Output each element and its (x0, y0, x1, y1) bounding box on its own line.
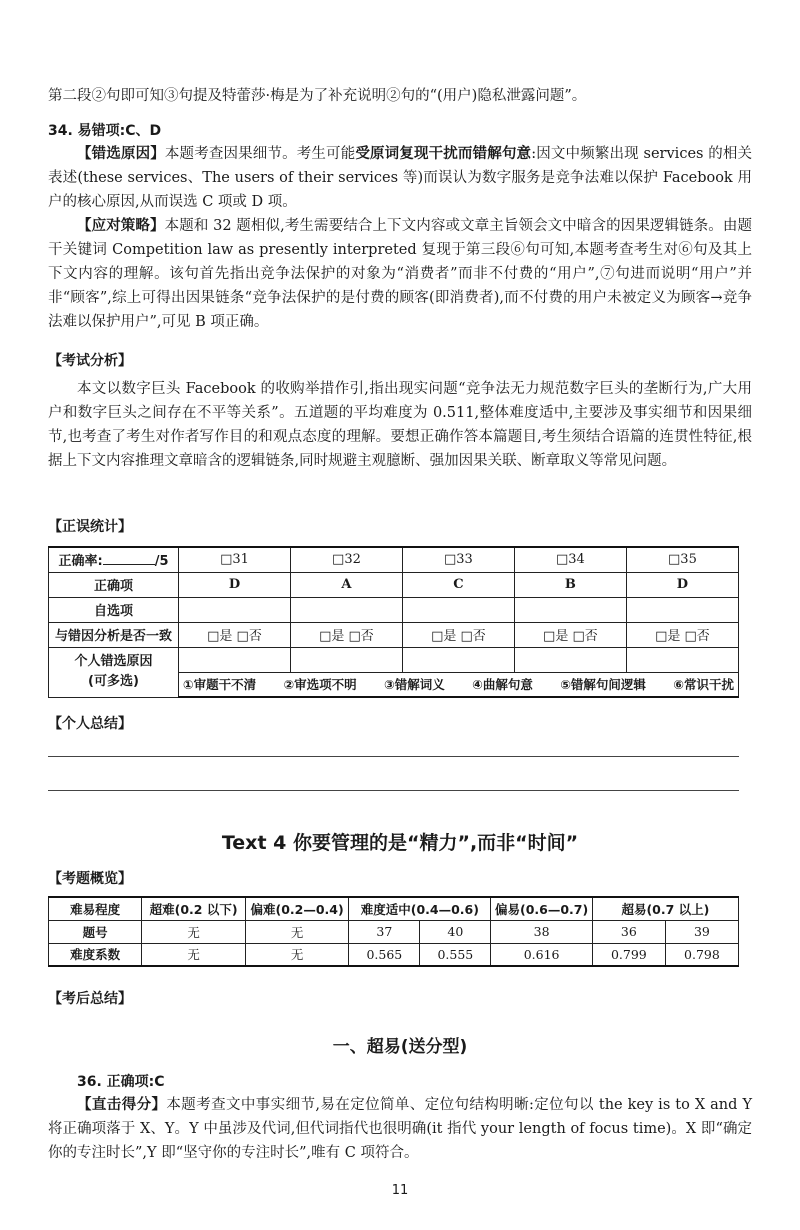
strategy-text: 本题和 32 题相似,考生需要结合上下文内容或文章主旨领会文中暗含的因果逻辑链条。由题干关键词 Competition law as presently interpreted 复现于第三段⑥句可知,本题考查考生对⑥句及其上下文内容的理解。该句首先指出竞争法保护的对象为“消费者”而非不付费的“用户”,⑦句进而说明“用户”并非“顾客”,综上可得出因果链条“竞争法保护的是付费的顾客(即消费者),而不付费的用户未被定义为顾客→竞争法难以保护用户”,可见 B 项正确。 (48, 218, 753, 330)
rate-label: 正确率: (58, 554, 103, 570)
q34-strategy (48, 214, 752, 334)
summary-line-1[interactable] (48, 756, 739, 757)
reason-3[interactable]: ③错解词义 (384, 677, 445, 693)
correct-35: D (626, 572, 738, 597)
q34-error-reason (48, 142, 752, 214)
row-num-6: 36 (592, 920, 665, 943)
question-31[interactable]: □31 (179, 547, 291, 572)
stats-table (48, 546, 739, 698)
stats-row-rate (49, 547, 739, 572)
stats-row-reason-blank (49, 647, 739, 672)
row-coef-label: 难度系数 (49, 943, 142, 966)
reason-6[interactable]: ⑥常识干扰 (673, 677, 734, 693)
diff-header-easy: 偏易(0.6—0.7) (491, 897, 592, 920)
q36-label: 【直击得分】 (77, 1097, 167, 1113)
diff-header-medium: 难度适中(0.4—0.6) (349, 897, 491, 920)
section-title: 一、超易(送分型) (332, 1037, 468, 1057)
chosen-34[interactable] (514, 597, 626, 622)
analysis-heading: 【考试分析】 (48, 353, 132, 369)
row-num-5: 38 (491, 920, 592, 943)
q34-title: 34. 易错项:C、D (48, 123, 162, 139)
stats-row-consistent (49, 622, 739, 647)
error-reason-text-b: :因文中频繁出现 services 的相关表述(these services、The users of their services 等)而误认为数字服务是竞争法难以保护 Facebook 用户的核心原因,从而误选 C 项或 D 项。 (48, 146, 753, 210)
q36-title: 36. 正确项:C (77, 1074, 165, 1090)
rate-suffix: /5 (154, 554, 169, 570)
summary-line-2[interactable] (48, 790, 739, 791)
correct-33: C (402, 572, 514, 597)
row-coef-4: 0.555 (420, 943, 491, 966)
overview-heading: 【考题概览】 (48, 871, 132, 887)
text4-title: Text 4 你要管理的是“精力”,而非“时间” (221, 832, 579, 854)
reason-4[interactable]: ④曲解句意 (472, 677, 533, 693)
reasons-list (183, 675, 734, 693)
row-num-label: 题号 (49, 920, 142, 943)
reason-blank-34[interactable] (514, 647, 626, 672)
consistent-31[interactable]: □是 □否 (179, 622, 291, 647)
after-heading: 【考后总结】 (48, 991, 132, 1007)
page-number: 11 (391, 1183, 409, 1198)
consistent-35[interactable]: □是 □否 (626, 622, 738, 647)
row-num-2: 无 (245, 920, 349, 943)
reason-label (49, 647, 179, 697)
correct-32: A (290, 572, 402, 597)
diff-header-very-hard: 超难(0.2 以下) (142, 897, 246, 920)
strategy-label: 【应对策略】 (77, 218, 165, 234)
row-coef-6: 0.799 (592, 943, 665, 966)
diff-row-header (49, 897, 739, 920)
reason-1[interactable]: ①审题干不清 (183, 677, 257, 693)
stats-row-correct (49, 572, 739, 597)
consistent-label: 与错因分析是否一致 (49, 622, 179, 647)
chosen-35[interactable] (626, 597, 738, 622)
diff-row-coef (49, 943, 739, 966)
row-coef-1: 无 (142, 943, 246, 966)
rate-cell (49, 547, 179, 572)
row-num-7: 39 (665, 920, 738, 943)
consistent-32[interactable]: □是 □否 (290, 622, 402, 647)
stats-heading: 【正误统计】 (48, 519, 132, 535)
row-num-4: 40 (420, 920, 491, 943)
diff-header-hard: 偏难(0.2—0.4) (245, 897, 349, 920)
row-coef-2: 无 (245, 943, 349, 966)
reason-blank-35[interactable] (626, 647, 738, 672)
summary-heading: 【个人总结】 (48, 716, 132, 732)
error-reason-text-a: 本题考查因果细节。考生可能 (164, 146, 356, 162)
consistent-33[interactable]: □是 □否 (402, 622, 514, 647)
question-32[interactable]: □32 (290, 547, 402, 572)
row-num-3: 37 (349, 920, 420, 943)
consistent-34[interactable]: □是 □否 (514, 622, 626, 647)
reason-5[interactable]: ⑤错解句间逻辑 (560, 677, 646, 693)
chosen-31[interactable] (179, 597, 291, 622)
reasons-cell (179, 672, 739, 697)
q36-body: 本题考查文中事实细节,易在定位简单、定位句结构明晰:定位句以 the key is to X and Y 将正确项落于 X、Y。Y 中虽涉及代词,但代词指代也很明确(it 指代 your length of focus time)。X 即“确定你的专注时长”,Y 即“坚守你的专注时长”,唯有 C 项符合。 (48, 1097, 753, 1161)
diff-row-number (49, 920, 739, 943)
correct-31: D (179, 572, 291, 597)
row-coef-3: 0.565 (349, 943, 420, 966)
analysis-text: 本文以数字巨头 Facebook 的收购举措作引,指出现实问题“竞争法无力规范数字巨头的垄断行为,广大用户和数字巨头之间存在不平等关系”。五道题的平均难度为 0.511,整体难度适中,主要涉及事实细节和因果细节,也考查了考生对作者写作目的和观点态度的理解。要想正确作答本篇题目,考生须结合语篇的连贯性特征,根据上下文内容推理文章暗含的逻辑链条,同时规避主观臆断、强加因果关联、断章取义等常见问题。 (48, 381, 752, 469)
rate-blank[interactable] (103, 553, 155, 565)
difficulty-table (48, 896, 739, 967)
correct-label: 正确项 (49, 572, 179, 597)
q36-text (48, 1093, 752, 1165)
error-reason-label: 【错选原因】 (77, 146, 165, 162)
reason-label-2: (可多选) (88, 674, 139, 689)
chosen-33[interactable] (402, 597, 514, 622)
row-coef-7: 0.798 (665, 943, 738, 966)
stats-row-chosen (49, 597, 739, 622)
diff-header-very-easy: 超易(0.7 以上) (592, 897, 738, 920)
row-coef-5: 0.616 (491, 943, 592, 966)
chosen-32[interactable] (290, 597, 402, 622)
row-num-1: 无 (142, 920, 246, 943)
reason-blank-32[interactable] (290, 647, 402, 672)
diff-header-level: 难易程度 (49, 897, 142, 920)
question-33[interactable]: □33 (402, 547, 514, 572)
reason-blank-31[interactable] (179, 647, 291, 672)
question-34[interactable]: □34 (514, 547, 626, 572)
question-35[interactable]: □35 (626, 547, 738, 572)
reason-blank-33[interactable] (402, 647, 514, 672)
correct-34: B (514, 572, 626, 597)
reason-2[interactable]: ②审选项不明 (283, 677, 357, 693)
chosen-label: 自选项 (49, 597, 179, 622)
intro-line: 第二段②句即可知③句提及特蕾莎·梅是为了补充说明②句的“(用户)隐私泄露问题”。 (48, 88, 587, 104)
reason-label-1: 个人错选原因 (74, 654, 153, 669)
error-reason-bold: 受原词复现干扰而错解句意 (355, 145, 532, 162)
